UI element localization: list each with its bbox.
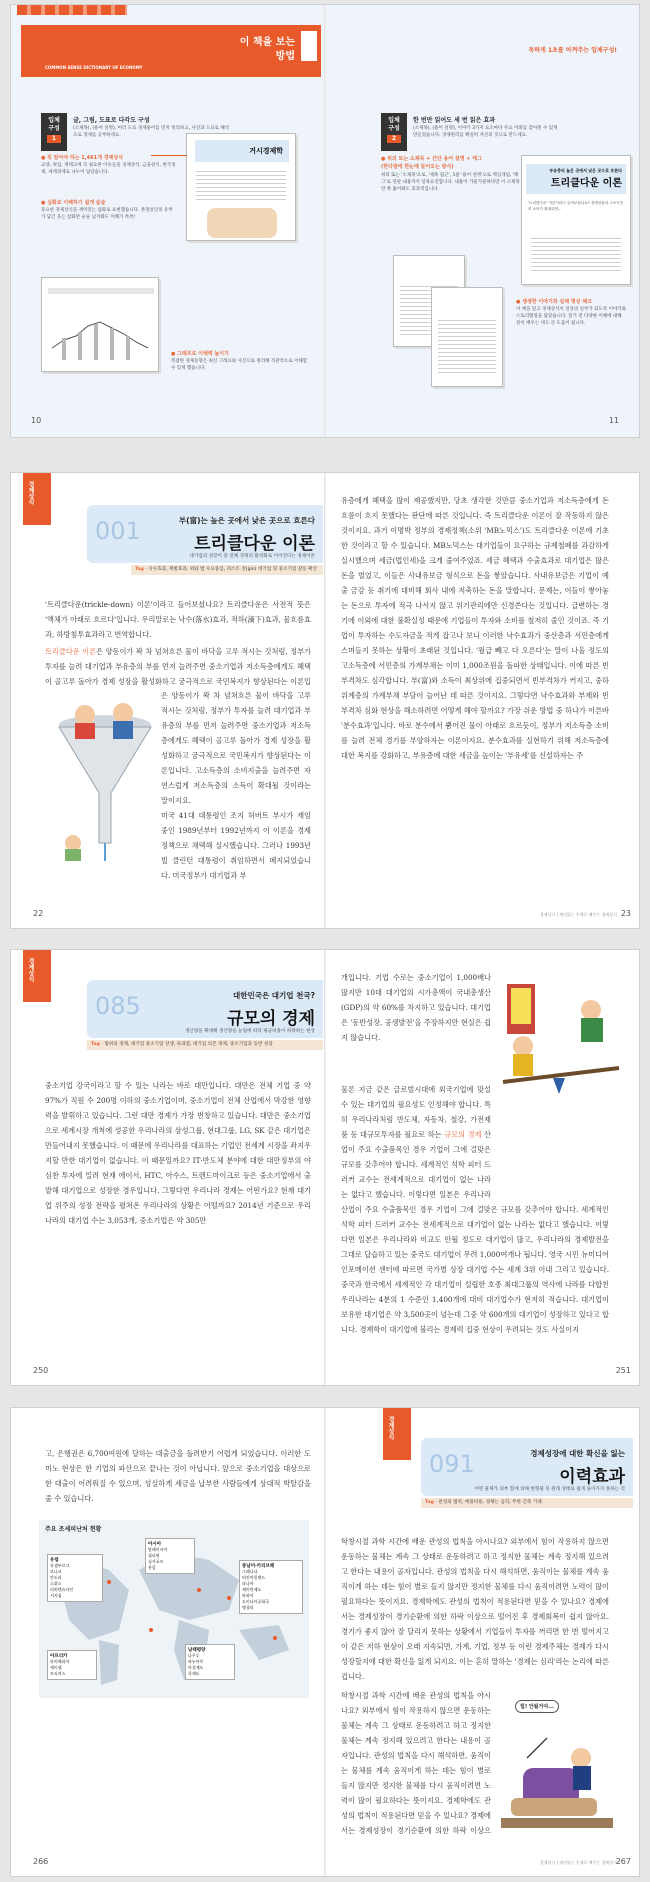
- entry-number: 091: [429, 1450, 475, 1478]
- note5-text: 이 책을 읽고 경제상식이 일상의 일부가 되도록 이야기와 스토리텔링을 담았습니다. 읽기 전 다양한 이해에 대해 깊이 배우는 데도 큰 도움이 됩니다.: [516, 307, 626, 326]
- body-right: 학창시절 과학 시간에 배운 관성의 법칙을 아시나요? 외부에서 힘이 작용하지 않으면 운동하는 물체는 계속 그 상태로 운동하려고 하고 정지한 물체는 계속 정지해 있으려고 한다는 내용이 골자입니다. 관성의 법칙을 다시 해석하면, 움직이는 물체를 계속 움직이게 하는 데는 힘이 별로 들지 않지만 정지한 물체를 다시 움직이려면 노력이 많이 필요하다는 뜻이지요. 경제학에도 관성의 법칙이 적용된다면 믿을 수 있나요? 경제에서는 경제성장이 경기순환에 의한 하락 이상으로 떨어진 후 경제회복이 쉽지 않아요. 경기가 좋지 않아 잘 달리지 못하는 상황에서 기업들이 투자를 꺼리면 한 번 떨어지고 이 같은 저하 현상이 오래 지속되면, 가계, 기업, 정부 등 이런 경제주체는 경제가 다시 성장할지에 대한 확신을 잃게 되지요. 이는 흔히 말하는 '경제는 심리'라는 논리에 따른 겁니다.: [341, 1537, 609, 1681]
- entry-header: [421, 1438, 633, 1496]
- line-chart-icon: [42, 278, 160, 373]
- entry-subtitle: 부(富)는 높은 곳에서 낮은 곳으로 흐른다: [178, 516, 315, 525]
- preview-2-box: [526, 164, 626, 194]
- preview-2-sub: 부유층의 높은 곳에서 낮은 곳으로 흐른다: [549, 168, 622, 173]
- body-right-bottom: 산업이 주요 수출품목인 경우 기업이 그에 걸맞은 규모를 갖추어야 합니다. 세계적인 석학 피터 드러커 교수는 전세계적으로 대기업이 없는 나라는 없다고 했습니다. 이렇다면 일본은 우리나라와 비교도 안될 정도로 대기업이 많고, 우리나라의 경제발전을 그대로 답습하고 있는 중국도 대기업이 무려 1,000여개나 됩니다. 영국 시민 뉴미디어 인포메이션 센터에 따르면 국가별 상장 대기업 수는 세계 3위 이내 그리고 있습니다. 중국과 한국에서 세계적인 각 대기업이 설립한 호종 최대그룹의 역사에 나라를 다합친 우리나라는 4분의 1 수준인 1,400개에 대비 대기업수가 현저히 적습니다. 대기업이 보유한 대기업은 약 3,500곳이 넘는데 그중 약 600개의 대기업이 성장하고 있다고 합니다. 경제학이 대기업에 불리는 경제력 집중 현상이 우려되는 것도 사실이지: [341, 1205, 609, 1334]
- page-number-250: 250: [33, 1366, 49, 1375]
- body-left: 고, 은행권은 6,700여원에 달하는 대출금을 돌려받기 어렵게 되었습니다. 이러한 도미노 현상은 한 기업의 파산으로 끝나는 것이 아닙니다. 앞으로 중소기업을 대상으로 한 대출이 어려워질 수 있으며, 성실하게 세금을 납부한 사람들에게 상대적 박탈감을 줄 수 있습니다.: [45, 1449, 311, 1503]
- entry-title: 이력효과: [559, 1467, 625, 1487]
- gutter: [324, 5, 326, 437]
- gutter: [324, 1408, 326, 1876]
- map-group-caribbean: 중남미·카리브해 그레나다 버진아일랜드 파나마 케이만제도 바하마 도미니카공화국 앵귈라: [239, 1560, 303, 1614]
- map-group-europe: 유럽 룩셈부르크 모나코 안도라 스위스 리히텐슈타인 저지섬: [47, 1554, 103, 1602]
- note3-text: 복잡한 경제동향은 최신 그래프와 사진으로 정리해 직관적으로 이해할 수 있게 했습니다.: [171, 359, 308, 371]
- tag-bar: Tag · 낙수효과, 재벌효과, 위와 법 수요중심, 퍼스트 진(gin) 대기업 및 중소기업 갈등 확산: [131, 565, 323, 575]
- section1-title: 글, 그림, 도표로 다각도 구성: [73, 117, 150, 124]
- preview-2-title: 트리클다운 이론: [550, 178, 622, 189]
- tag-bar: Tag · 관성의 법칙, 매몰비용, 경제는 심리, 무한 긴축 기대: [421, 1498, 633, 1508]
- preview-2-body: '트리클다운' 이론이라고 들어보셨나요? 경제성장과 고소득층의 소비가 확대되면…: [528, 201, 624, 211]
- entry-subtitle: 대한민국은 대기업 천국?: [232, 991, 315, 1000]
- section2-desc: (소제목), (용어 설명), 이야기 3가지 요소마다 주요 어휘를 찾아볼 수 있게 만들었습니다. 경제원리를 확실히 자신의 것으로 만드세요.: [413, 126, 558, 138]
- page-number-10: 10: [31, 416, 42, 425]
- body-left: 중소기업 강국이라고 할 수 있는 나라는 바로 대만입니다. 대만은 전체 기업 중 약 97%가 직원 수 200명 이하의 중소기업이며, 중소기업이 전체 산업에서 막강한 영향력을 발휘하고 있습니다. 그런 대만 경제가 가장 번창하고 있습니다. 대만은 중소기업으로 세계시장 개척에 성공한 우리나라의 삼성그룹, 현대그룹, LG, SK 같은 대기업은 만들어내지 못했습니다. 이 때문에 우리나라를 대표하는 기업인 전세계 시장을 좌지우지할 만한 대기업이 없습니다. 이 때문일까요? IT·반도체 분야에 대한 대만정부의 야심찬 투자에 밀려 현재 에이서, HTC, 아수스, 트렌드마이크로 등은 중소기업에서 출발해 대기업으로 성장한 경우입니다. 그렇다면 우리나라 경제는 어떤가요? 현재 대기업 위주의 성장 전략을 펼쳐온 우리나라의 상황은 어떨까요? 2014년 기준으로 우리나라의 대기업 수는 3,053개, 중소기업은 약 305만: [45, 1081, 311, 1225]
- seesaw-cartoon-icon: [501, 970, 621, 1100]
- note2-label: ● 심화로 이해하기 쉽게 술술: [41, 200, 106, 206]
- entry-subtitle: 경제성장에 대한 확신을 잃는: [530, 1449, 625, 1458]
- page-number-23: 23: [620, 909, 631, 918]
- page-number-11: 11: [608, 416, 619, 425]
- body-right-top: 개입니다. 기업 수로는 중소기업이 1,000배나 많지만 10대 대기업의 시가총액이 국내총생산(GDP)의 약 60%를 차지하고 있습니다. 대기업은 '동반성장, 공생발전'을 주장하지만 현실은 쉽지 않습니다.: [341, 973, 491, 1042]
- ribbon-left: [17, 5, 127, 15]
- section2-title: 한 번만 읽어도 세 번 읽은 효과: [413, 117, 496, 124]
- body-right-middle: 물론 지금 같은 글로벌시대에 외국기업에 맞설 수 있는 대기업의 필요성도 인정해야 합니다. 특히 우리나라처럼 반도체, 자동차, 철강, 가전제품 등 대규모투자를 필요로 하는 규모의 경제 산업이 주요 수출품목인 경우 기업이 그에 걸맞은 규모를 갖추어야 합니다. 세계적인 석학 피터 드러커 교수는 전세계적으로 대기업이 없는 나라는 없다고 했습니다. 이렇다면 일본은 우리나라: [341, 1085, 491, 1199]
- body-left-main: 트리클다운 이론은 양동이가 꽉 차 넘쳐흐른 물이 바닥을 고루 적시는 것처럼, 정부가 투자를 늘려 대기업과 부유층의 부를 먼저 늘려주면 중소기업과 저소득층에게도 혜택이 골고루 돌아가 경제 성장을 활성화하고 궁극적으로 국민복지가 향상된다는 이론입: [45, 647, 311, 686]
- category-ribbon: 경제상식: [23, 473, 51, 525]
- header-subtitle: COMMON SENSE DICTIONARY OF ECONOMY: [45, 65, 143, 70]
- map-group-africa: 아프리카 라이베리아 세이셸 모리셔스: [47, 1650, 97, 1680]
- tagline: 독하게 1초를 아껴주는 입체구성!: [528, 47, 617, 54]
- body-left-flow: 은 양동이가 꽉 차 넘쳐흐른 물이 바닥을 고루 적시는 것처럼, 정부가 투자를 늘려 대기업과 부유층의 부를 먼저 늘려주면 중소기업과 저소득층에게도 혜택이 골고루 돌아가 경제 성장을 활성화하고 궁극적으로 국민복지가 향상된다는 이론입니다. 고소득층의 소비지출을 늘려주면 자연스럽게 저소득층의 소득이 확대될 것이라는 말이지요.: [161, 691, 311, 805]
- map-group-pacific: 남태평양 나우루 바누아투 마셜제도 쿡제도: [185, 1644, 235, 1680]
- section1-desc: (소제목), (용어 설명), 여러 도표 경제용어를 먼저 정리하고, 사진과 도표로 해석으로 경제를 공부하세요.: [73, 126, 230, 138]
- gutter: [324, 950, 326, 1385]
- section2-badge: 입체 구성 2: [381, 113, 407, 151]
- spread-trickle-down: [11, 473, 639, 928]
- preview-page-2: [521, 155, 631, 285]
- page-number-22: 22: [33, 909, 44, 918]
- entry-definition: 어떤 물체가 외부 힘에 의해 변형될 뒤 원래 상태로 쉽게 돌아가지 못하는 것: [474, 1487, 625, 1492]
- stuck-car-cartoon-icon: [497, 1698, 617, 1838]
- preview-chart: [41, 277, 159, 372]
- note5-label: ● 생생한 이야기와 실제 명상 체크: [516, 299, 592, 305]
- header-bar: [301, 31, 317, 61]
- preview-1-cartoon: [207, 208, 277, 238]
- preview-page-1: [186, 133, 296, 241]
- entry-definition: 대기업의 성장이 중 전체 경제의 활성화로 이어진다는 경제이론: [189, 554, 315, 559]
- spread-hysteresis: [11, 1408, 639, 1876]
- category-ribbon: 경제상식: [383, 1408, 411, 1460]
- note1-label: ● 꼭 알아야 하는 1,461개 경제상식: [41, 155, 124, 161]
- preview-1-lines: [196, 168, 287, 200]
- page-number-251: 251: [615, 1366, 631, 1375]
- entry-number: 085: [95, 992, 141, 1020]
- cartoon-bubble: 힘! 안될거야...: [515, 1700, 559, 1713]
- header-banner: [21, 25, 321, 77]
- note4-sub: (한다발에 한눈에 들어오는 방식): [381, 164, 454, 170]
- gutter: [324, 473, 326, 928]
- entry-header: [87, 505, 323, 563]
- preview-page-4: [431, 287, 503, 387]
- tag-bar: Tag · 범위의 경제, 대기업 중소기업 상생, 독과점, 대기업 의존 경제, 중소기업과 동반 성장: [87, 1040, 323, 1050]
- entry-title: 규모의 경제: [226, 1009, 315, 1029]
- entry-title: 트리클다운 이론: [194, 534, 315, 554]
- header-title-1: 이 책을 보는: [239, 37, 295, 48]
- preview-1-box: 거시경제학: [195, 140, 289, 162]
- connector-1: [151, 155, 187, 156]
- map-group-asia: 아시아 말레이시아 필리핀 싱가포르 홍콩: [145, 1538, 195, 1574]
- spread-how-to-read: [11, 5, 639, 437]
- body-right: 유층에게 혜택을 많이 제공했지만, 당초 생각한 것만큼 중소기업과 저소득층에게 돈 흐름이 흐지 못했다는 판단에 따른 것입니다. 즉 트리클다운 이론이 잘 작동하지 않은 것이지요. 과거 이명박 정부의 경제정책(소위 'MB노믹스')도 트리클다운 이론에 기초한 것이라고 할 수 있습니다. MB노믹스는 대기업들이 요구하는 규제철폐를 과감하게 실시했으며 세금(법인세)을 크게 줄여주었죠. 세금 혜택과 수출효과로 대기업은 많은 돈을 벌었고, 이들은 사내유보금 형식으로 돈을 쌓았습니다. 사내유보금은 기업이 예출 금감 등 취기에 대비해 회사 내에 저축하는 돈을 말합니다. 문제는, 이들이 쌓아놓는 돈으로 투자에 적극 나서지 않고 위기관리에만 신경쓴다는 것입니다. 급변하는 경기에 이외에 대한 불확실성 때문에 기업들이 투자와 소비를 철저히 줄인 것이죠. 즉 기업이 투자하는 수도자금을 적게 잡고나 보니 이러한 낙수효과가 중산층과 서민층에게 스며들지 못하는 상황이 초래된 것입니다. '월급 빼고 다 오른다'는 말이 나올 정도의 고소득층에 서민층의 가계부채는 이미 1,000조원을 돌파한 상태입니다. 이에 따른 빈부격차도 심각합니다. 부(富)와 소득이 최상위에 집중되면서 빈부격차가 커지고, 중하위계층의 가계부채 부담이 늘어난 데 따른 것이지요. 그렇다면 낙수효과와 부재와 빈부격차 심화 현상을 해소하려면 어떻게 해야 할까요? 가장 쉬운 방법 중 하나가 이른바 '분수효과'입니다. 바로 분수에서 뿜어진 물이 아래로 흐르듯이, 정부가 저소득층 소비를 늘려 전체 경기를 부양하자는 이론이지요. 분수효과를 실현하기 위해 저소득층에 대한 복지를 강화하고, 부유층에 대한 세금을 높이는 '부유세'를 신설하자는 주: [341, 496, 609, 760]
- page-number-266: 266: [33, 1857, 49, 1866]
- footer-title: 경제상식 | 재미있는 주제로 배우는 경제상식: [539, 1860, 617, 1865]
- category-ribbon: 경제상식: [23, 950, 51, 1002]
- preview-2-lines: [531, 235, 622, 273]
- tax-haven-map: [39, 1520, 309, 1698]
- note4-label: ● 위의 또는 소제목 + 간단 용어 설명 + 태그: [381, 156, 482, 162]
- body-right-narrow: 학창시절 과학 시간에 배운 관성의 법칙을 아시나요? 외부에서 힘이 작용하지 않으면 운동하는 물체는 계속 그 상태로 운동하려고 하고 정지한 물체는 계속 정지해 있으려고 한다는 내용이 골자입니다. 관성의 법칙을 다시 해석하면, 움직이는 물체를 계속 움직이게 하는 데는 힘이 별로 들지 않지만 정지한 물체를 다시 움직이려면 노력이 많이 필요하다는 뜻이지요. 경제학에도 관성의 법칙이 적용된다면 믿을 수 있나요? 경제에서는 경제성장이 경기순환에 의한 하락 이상으: [341, 1691, 491, 1835]
- note2-text: 중요한 경제상식을 재미있는 삽화로 표현했습니다. 촌철살인의 유머가 담긴 웃는 삽화만 술술 넘겨봐도 이해가 쏙쏙!: [41, 208, 173, 220]
- page-number-267: 267: [615, 1857, 631, 1866]
- header-title-2: 방법: [275, 51, 295, 62]
- highlight-term: 트리클다운 이론: [45, 647, 97, 656]
- body-left-bottom: 미국 41대 대통령인 조지 허버트 부시가 재임 중인 1989년부터 1992년까지 이 이론을 경제정책으로 채택해 실시했습니다. 그러나 1993년 빌 클린턴 대통령이 취임하면서 폐지되었습니다. 미국정부가 대기업과 부: [161, 811, 311, 880]
- preview-4-lines: [438, 317, 497, 376]
- footer-title: 경제상식 | 재미있는 주제로 배우는 경제상식: [539, 912, 617, 917]
- entry-header: [87, 980, 323, 1038]
- note3-label: ● 그래프로 이해력 높이기: [171, 351, 229, 357]
- map-title: 주요 조세피난처 현황: [45, 1526, 102, 1533]
- entry-number: 001: [95, 517, 141, 545]
- body-left-intro: '트리클다운(trickle-down) 이론'이라고 들어보셨나요? 트리클다운은 사전적 뜻은 '액체가 아래로 흐르다'입니다. 우리말로는 낙수(落水)효과, 적하(滴下)효과, 물흐름효과, 하방침투효과라고 번역합니다.: [45, 600, 311, 639]
- note4-text: 위의 또는 '소제목'으로, '제목 접근', 1줄 '용어 설명'으로 핵심개념, '태그'로 연관 내용까지 일목요연합니다. 내용이 가물가물하다면 이 소제목만 쭉 훑어봐도 효과적입니다.: [381, 173, 520, 192]
- spread-economies-of-scale: [11, 950, 639, 1385]
- note1-text: 교양, 취업, 재테크에 꼭 필요한 이슈들을 경제상식, 금융상식, 한국경제, 세계경제로 나누어 담았습니다.: [41, 163, 176, 175]
- funnel-cartoon-icon: [45, 693, 165, 863]
- section1-badge: 입체 구성 1: [41, 113, 67, 151]
- highlight-term: 규모의 경제: [444, 1130, 482, 1139]
- entry-definition: 생산량을 확대해 생산량을 늘림에 따라 평균비용이 하락하는 현상: [184, 1029, 315, 1034]
